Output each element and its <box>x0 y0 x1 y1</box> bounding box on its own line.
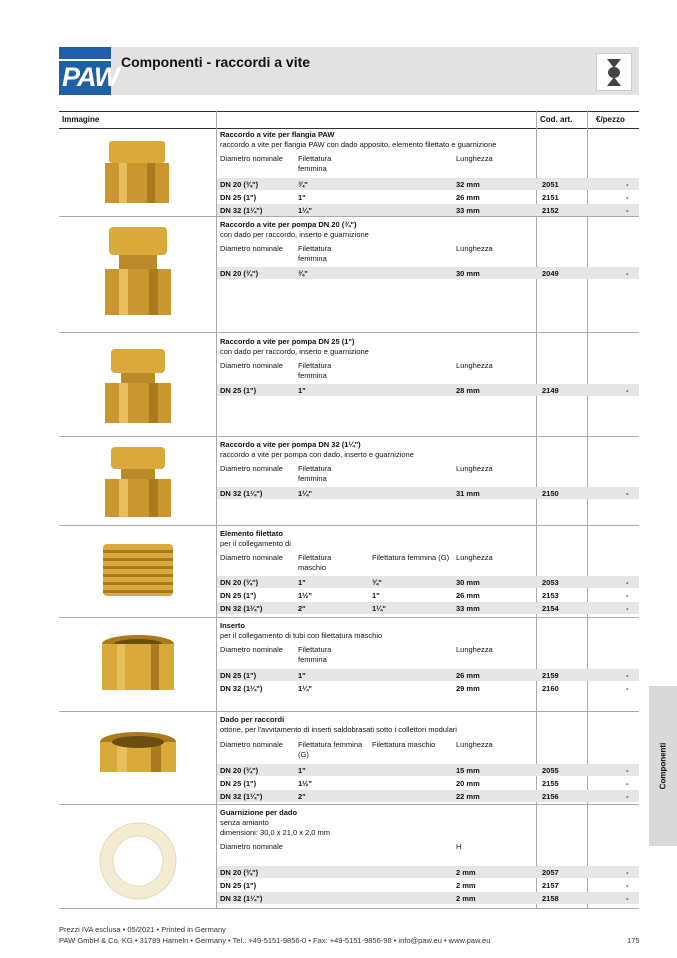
threaded-element-image <box>59 526 216 617</box>
pump-fitting-dn32-image <box>59 437 216 525</box>
nut-image <box>59 712 216 804</box>
table-row: DN 32 (1¼") 1¼" 31 mm 2150 - <box>217 487 639 499</box>
product-section: Elemento filettato per il collegamento di Diametro nominale Filettatura maschio Filettatura femmina (G) Lunghezza DN 20 (¾") 1" ¾" 30 mm 2053 - DN 25 (1") 1½" 1" 26 mm 2153 - DN 32 (1¼") 2" 1¼" 33 mm 2154 - <box>59 526 639 618</box>
table-row: DN 20 (¾") 1" ¾" 30 mm 2053 - <box>217 576 639 588</box>
table-row: DN 20 (¾") 1" 15 mm 2055 - <box>217 764 639 776</box>
col-image-header: Immagine <box>62 115 100 124</box>
col-code-header: Cod. art. <box>540 115 573 124</box>
table-row: DN 20 (¾") ¾" 32 mm 2051 - <box>217 178 639 190</box>
insert-image <box>59 618 216 711</box>
table-row: DN 20 (¾") ¾" 30 mm 2049 - <box>217 267 639 279</box>
paw-logo: PAW <box>59 47 111 95</box>
product-section: Raccordo a vite per pompa DN 20 (¾") con dado per raccordo, inserto e guarnizione Diametro nominale Filettatura femmina Lunghezza DN 20 (¾") ¾" 30 mm 2049 - <box>59 217 639 333</box>
product-table <box>59 111 639 908</box>
footer-line-2: PAW GmbH & Co. KG • 31789 Hameln • Germany • Tel.: +49-5151-9856-0 • Fax: +49-5151-9856-98 • info@paw.eu • www.paw.eu <box>59 936 491 945</box>
table-row: DN 25 (1") 1" 28 mm 2149 - <box>217 384 639 396</box>
gasket-image <box>59 805 216 908</box>
product-section: Raccordo a vite per flangia PAW raccordo a vite per flangia PAW con dado apposito, elemento filettato e guarnizione Diametro nominale Filettatura femmina Lunghezza DN 20 (¾") ¾" 32 mm 2051 - DN 25 (1") 1" 26 mm 2151 - DN 32 (1¼") 1¼" 33 mm 2152 - <box>59 127 639 217</box>
table-row: DN 20 (¾") 2 mm 2057 - <box>217 866 639 878</box>
page-title: Componenti - raccordi a vite <box>121 54 311 70</box>
table-row: DN 25 (1") 2 mm 2157 - <box>220 881 629 890</box>
product-section: Raccordo a vite per pompa DN 25 (1") con dado per raccordo, inserto e guarnizione Diametro nominale Filettatura femmina Lunghezza DN 25 (1") 1" 28 mm 2149 - <box>59 333 639 437</box>
table-row: DN 25 (1") 1" 26 mm 2151 - <box>220 193 629 202</box>
table-row: DN 25 (1") 1½" 1" 26 mm 2153 - <box>220 591 629 600</box>
table-row: DN 25 (1") 1½" 20 mm 2155 - <box>220 779 629 788</box>
table-row: DN 32 (1¼") 1¼" 33 mm 2152 - <box>217 204 639 216</box>
table-row: DN 32 (1¼") 2" 22 mm 2156 - <box>217 790 639 802</box>
flange-fitting-image <box>59 127 216 216</box>
side-tab-componenti: Componenti <box>649 686 677 846</box>
product-section: Guarnizione per dado senza amianto dimensioni: 30,0 x 21,0 x 2,0 mm Diametro nominale H DN 20 (¾") 2 mm 2057 - DN 25 (1") 2 mm 2157 - DN 32 (1¼") 2 mm 2158 - <box>59 805 639 909</box>
footer-line-1: Prezzi IVA esclusa • 05/2021 • Printed in Germany <box>59 925 226 934</box>
table-row: DN 32 (1¼") 1¼" 29 mm 2160 - <box>220 684 629 693</box>
product-section: Raccordo a vite per pompa DN 32 (1¼") raccordo a vite per pompa con dado, inserto e guarnizione Diametro nominale Filettatura femmina Lunghezza DN 32 (1¼") 1¼" 31 mm 2150 - <box>59 437 639 526</box>
table-row: DN 32 (1¼") 2 mm 2158 - <box>217 892 639 904</box>
product-section: Dado per raccordi ottone, per l'avvitamento di inserti saldobrasati sotto i collettori modulari Diametro nominale Filettatura femmina (G) Filettatura maschio Lunghezza DN 20 (¾") 1" 15 mm 2055 - DN 25 (1") 1½" 20 mm 2155 - DN 32 (1¼") 2" 22 mm 2156 - <box>59 712 639 805</box>
table-row: DN 32 (1¼") 2" 1¼" 33 mm 2154 - <box>217 602 639 614</box>
table-row: DN 25 (1") 1" 26 mm 2159 - <box>217 669 639 681</box>
col-price-header: €/pezzo <box>596 115 625 124</box>
pump-fitting-dn20-image <box>59 217 216 332</box>
pump-fitting-dn25-image <box>59 333 216 436</box>
product-section: Inserto per il collegamento di tubi con filettatura maschio Diametro nominale Filettatura femmina Lunghezza DN 25 (1") 1" 26 mm 2159 - DN 32 (1¼") 1¼" 29 mm 2160 - <box>59 618 639 712</box>
valve-icon <box>596 53 632 91</box>
page-number: 175 <box>627 936 640 945</box>
